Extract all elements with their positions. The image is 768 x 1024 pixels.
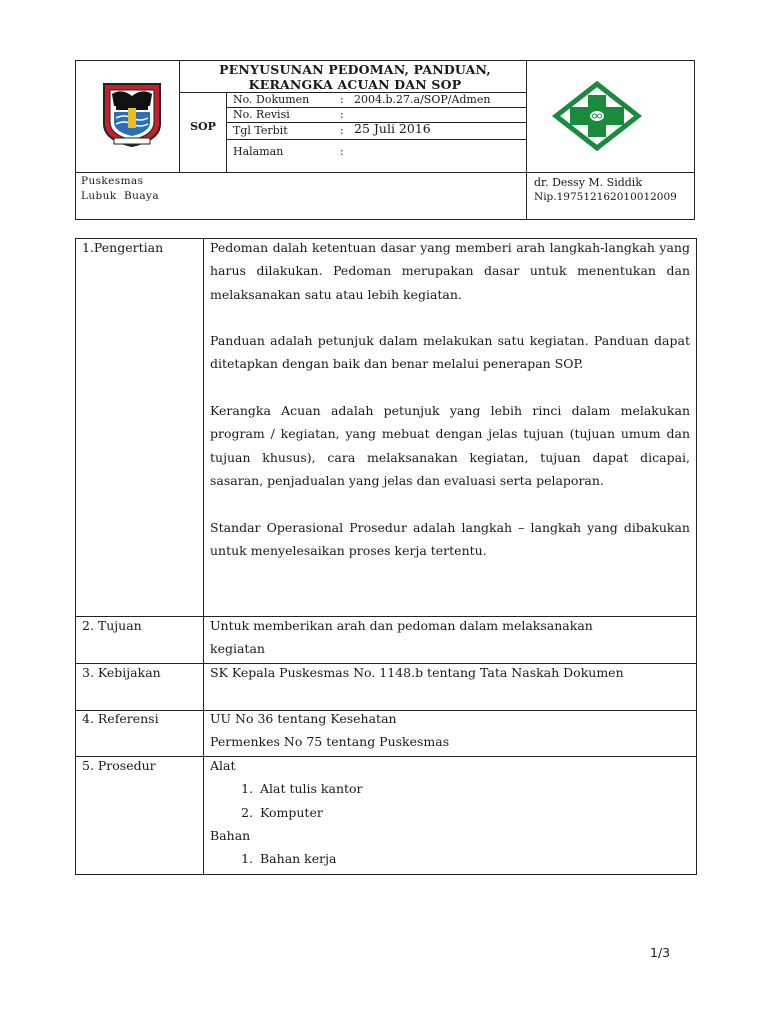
organization-name [81, 174, 159, 204]
section-label-tujuan: 2. Tujuan [82, 618, 142, 633]
header-divider [76, 172, 694, 173]
puskesmas-green-cross-icon [552, 81, 642, 151]
title-line: KERANGKA ACUAN DAN SOP [248, 77, 462, 92]
meta-key-tgl-terbit: Tgl Terbit [233, 124, 288, 137]
meta-value-tgl-terbit: 25 Juli 2016 [354, 121, 431, 136]
definition-paragraph: Standar Operasional Prosedur adalah langkah – langkah yang dibakukan untuk menyelesaikan proses kerja tertentu. [210, 519, 690, 558]
signer-nip: Nip.197512162010012009 [534, 191, 677, 203]
page-number: 1/3 [650, 945, 671, 960]
tools-list [210, 777, 690, 824]
meta-separator: : [340, 124, 344, 137]
purpose-line: Untuk memberikan arah dan pedoman dalam melaksanakan [210, 618, 593, 633]
meta-key-halaman: Halaman [233, 145, 284, 158]
sop-content-table [75, 238, 697, 875]
section-label-pengertian: 1.Pengertian [82, 240, 164, 255]
section-content-kebijakan: SK Kepala Puskesmas No. 1148.b tentang Tata Naskah Dokumen [210, 665, 624, 680]
section-content-prosedur [210, 754, 690, 870]
sop-label: SOP [190, 120, 216, 133]
list-item: 2. Komputer [257, 801, 690, 824]
section-label-prosedur: 5. Prosedur [82, 758, 156, 773]
title-line: PENYUSUNAN PEDOMAN, PANDUAN, [219, 62, 491, 77]
signer-block [534, 175, 677, 205]
definition-paragraph: Panduan adalah petunjuk dalam melakukan satu kegiatan. Panduan dapat ditetapkan dengan baik dan benar melalui penerapan SOP. [210, 333, 690, 372]
section-content-pengertian [210, 236, 690, 562]
definition-paragraph: Pedoman dalah ketentuan dasar yang memberi arah langkah-langkah yang harus dilakukan. Pedoman merupakan dasar untuk menentukan dan melaksanakan satu atau lebih kegiatan. [210, 240, 690, 302]
meta-key-no-dokumen: No. Dokumen [233, 93, 310, 106]
section-content-tujuan [210, 614, 690, 661]
meta-separator: : [340, 145, 344, 158]
list-item: 1. Alat tulis kantor [257, 777, 690, 800]
section-label-kebijakan: 3. Kebijakan [82, 665, 161, 680]
section-content-referensi [210, 707, 690, 754]
org-line: Puskesmas [81, 175, 144, 187]
materials-heading: Bahan [210, 827, 251, 843]
materials-list [210, 847, 690, 870]
org-line: Lubuk Buaya [81, 190, 159, 202]
meta-key-no-revisi: No. Revisi [233, 108, 290, 121]
meta-separator: : [340, 93, 344, 106]
header-divider [226, 139, 526, 140]
definition-paragraph: Kerangka Acuan adalah petunjuk yang lebih rinci dalam melakukan program / kegiatan, yang mebuat dengan jelas tujuan (tujuan umum dan tujuan khusus), cara melaksanakan kegiatan, tujuan dapat dicapai, sasaran, penjadualan yang jelas dan evaluasi serta pelaporan. [210, 403, 690, 488]
sop-header-table [75, 60, 695, 220]
meta-value-no-dokumen: 2004.b.27.a/SOP/Admen [354, 93, 491, 106]
document-title [180, 62, 530, 92]
table-divider [203, 239, 204, 874]
reference-line: UU No 36 tentang Kesehatan [210, 711, 397, 726]
list-item: 1. Bahan kerja [257, 847, 690, 870]
reference-line: Permenkes No 75 tentang Puskesmas [210, 734, 450, 750]
municipal-emblem-icon [100, 80, 164, 148]
purpose-line: kegiatan [210, 641, 265, 657]
header-divider [226, 92, 227, 172]
tools-heading: Alat [210, 758, 236, 773]
meta-separator: : [340, 108, 344, 121]
signer-name: dr. Dessy M. Siddik [534, 176, 642, 189]
section-label-referensi: 4. Referensi [82, 711, 159, 726]
